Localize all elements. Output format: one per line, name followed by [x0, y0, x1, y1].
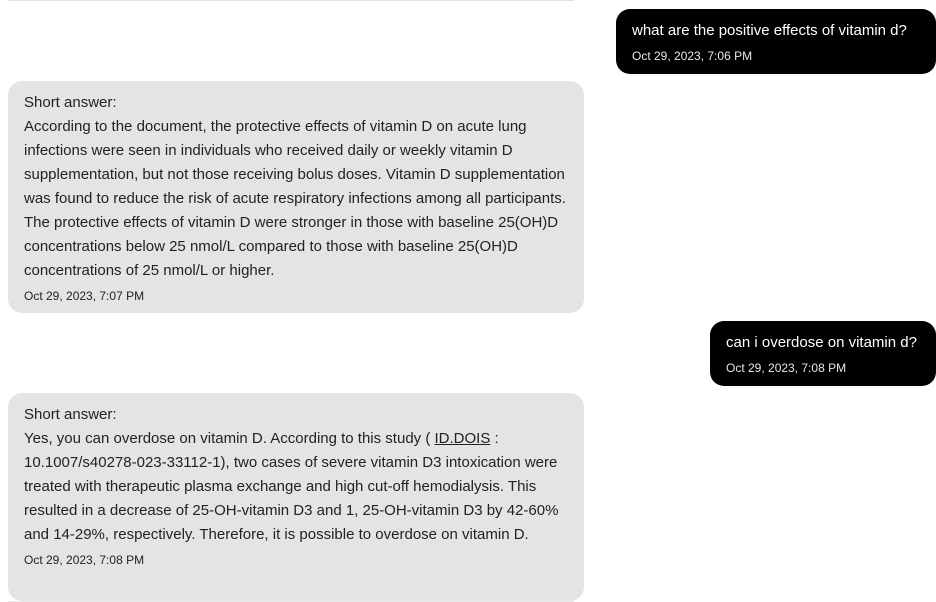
- assistant-message-heading: Short answer:: [24, 406, 117, 423]
- doi-link[interactable]: ID.DOIS: [434, 430, 491, 447]
- assistant-message-text: [24, 427, 568, 547]
- assistant-message-bubble: [8, 393, 584, 601]
- assistant-message-heading: Short answer:: [24, 94, 117, 111]
- user-message-text: what are the positive effects of vitamin d?: [632, 22, 907, 39]
- message-text-segment: Yes, you can overdose on vitamin D. According to this study (: [24, 430, 435, 447]
- assistant-message-bubble: [8, 81, 584, 313]
- user-message-text: can i overdose on vitamin d?: [726, 334, 917, 351]
- message-timestamp: Oct 29, 2023, 7:07 PM: [24, 289, 145, 303]
- assistant-message-text: According to the document, the protective effects of vitamin D on acute lung infections were seen in individuals who received daily or weekly vitamin D supplementation, but not those receiving bolus doses. Vitamin D supplementation was found to reduce the risk of acute respiratory infections among all participants. The protective effects of vitamin D were stronger in those with baseline 25(OH)D concentrations below 25 nmol/L compared to those with baseline 25(OH)D concentrations of 25 nmol/L or higher.: [24, 118, 566, 279]
- message-timestamp: Oct 29, 2023, 7:06 PM: [632, 49, 753, 63]
- message-timestamp: Oct 29, 2023, 7:08 PM: [726, 361, 847, 375]
- user-message-bubble: [616, 9, 936, 74]
- user-message-bubble: [710, 321, 936, 386]
- message-text-segment: : 10.1007/s40278-023-33112-1), two cases of severe vitamin D3 intoxication were treated with therapeutic plasma exchange and high cut-off hemodialysis. This resulted in a decrease of 25-OH-vitamin D3 and 1, 25-OH-vitamin D3 by 42-60% and 14-29%, respectively. Therefore, it is possible to overdose on vitamin D.: [24, 430, 559, 543]
- divider: [8, 0, 574, 1]
- message-timestamp: Oct 29, 2023, 7:08 PM: [24, 553, 145, 567]
